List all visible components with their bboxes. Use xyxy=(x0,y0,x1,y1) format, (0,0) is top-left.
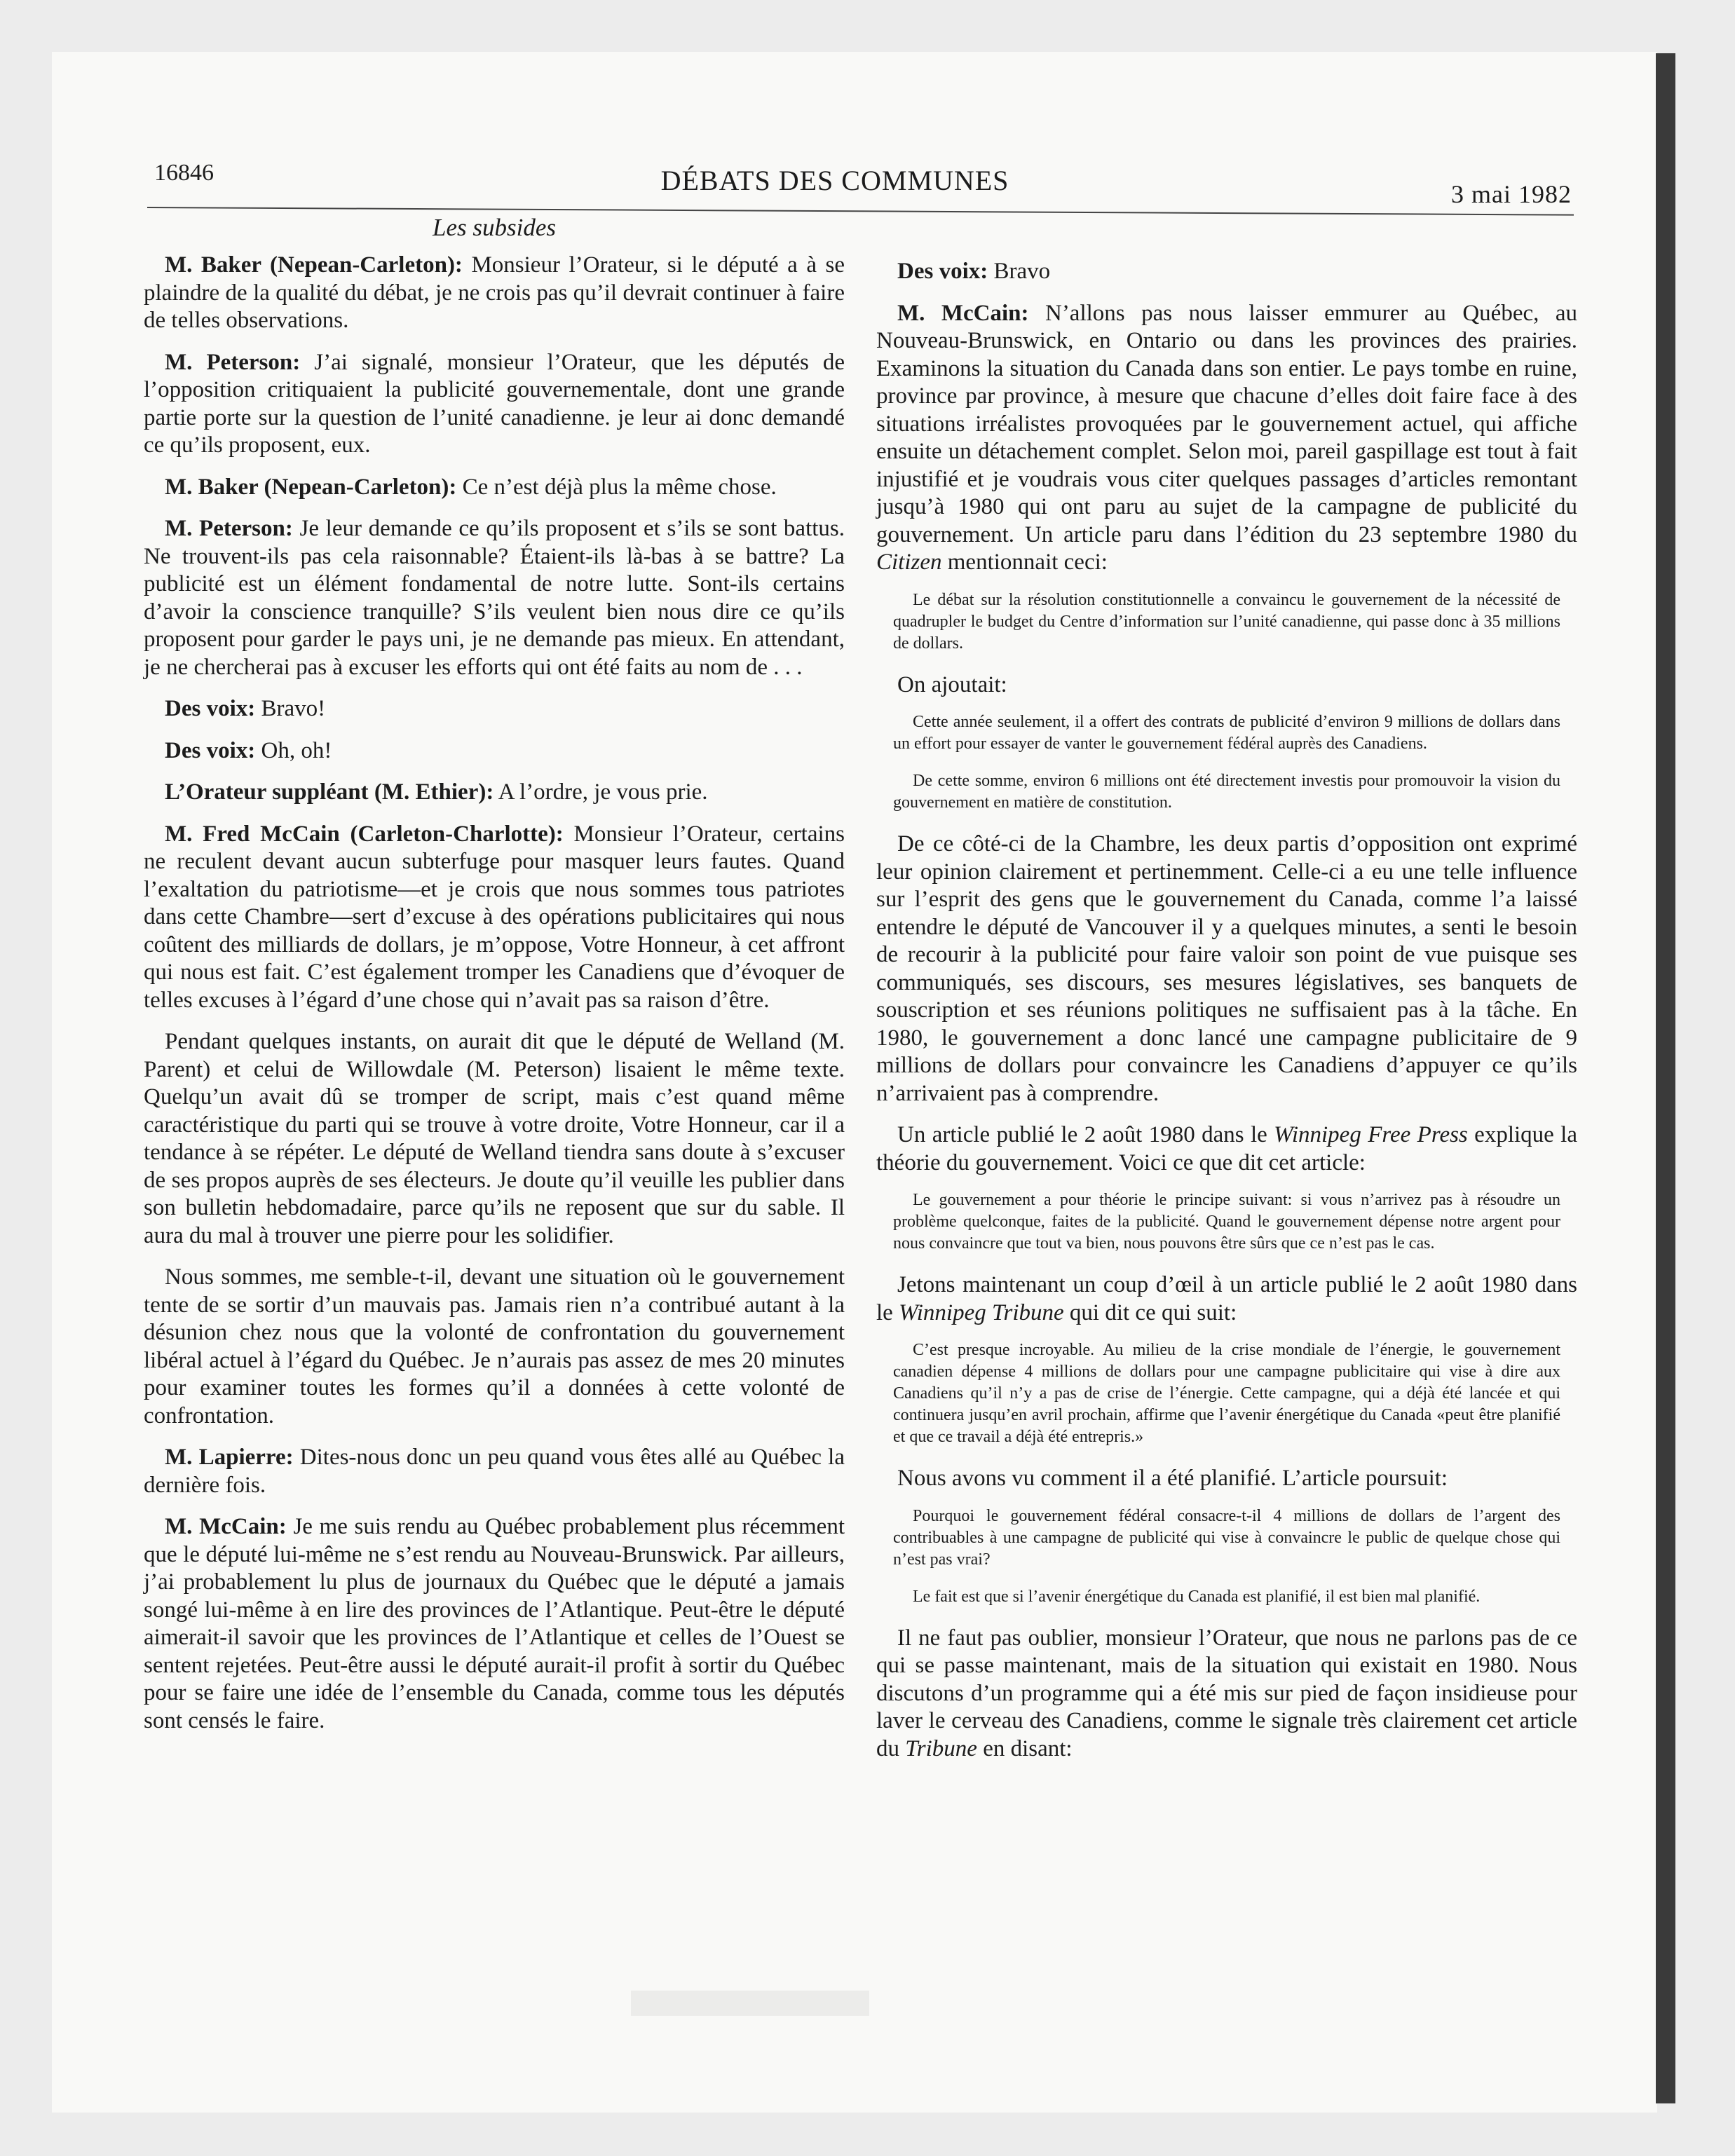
speaker-name: Des voix: xyxy=(165,696,256,721)
speech-text: qui dit ce qui suit: xyxy=(1063,1299,1237,1325)
paragraph xyxy=(144,515,845,681)
paragraph xyxy=(144,1513,845,1735)
speech-text: Je me suis rendu au Québec probablement plus récemment que le député lui-même ne s’est rendu au Nouveau-Brunswick. Par ailleurs, j’ai probablement lu plus de journaux du Québec que le député a jamais songé lui-même à en lire des provinces de l’Atlantique. Peut-être le député aimerait-il savoir que les provinces de l’Atlantique et celles de l’Ouest se sentent rejetées. Peut-être aussi le député aurait-il profit à sortir du Québec pour se faire une idée de l’ensemble du Canada, comme tous les députés sont censés le faire. xyxy=(144,1514,845,1733)
speaker-name: M. Lapierre: xyxy=(165,1445,294,1470)
speech-text: Pendant quelques instants, on aurait dit que le député de Welland (M. Parent) et celui de Willowdale (M. Peterson) lisaient le même texte. Quelqu’un avait dû se tromper de script, mais c’est quand même caractéristique du parti qui se trouve à votre droite, Votre Honneur, car il a tendance à se répéter. Le député de Welland tiendra sans doute à s’excuser de ses propos auprès de ses électeurs. Je doute qu’il veuille les publier dans son bulletin hebdomadaire, parce qu’ils ne reposent que sur du sable. Il aura du mal à trouver une pierre pour les solidifier. xyxy=(144,1029,845,1248)
paragraph xyxy=(144,474,845,502)
publication-name: Winnipeg Free Press xyxy=(1274,1122,1468,1147)
paragraph xyxy=(876,258,1577,286)
paragraph xyxy=(876,1625,1577,1763)
paragraph xyxy=(144,821,845,1015)
speech-text: Il ne faut pas oublier, monsieur l’Orateur, que nous ne parlons pas de ce qui se passe maintenant, mais de la situation qui existait en 1980. Nous discutons d’un programme qui a été mis sur pied de façon insidieuse pour laver le cerveau des Canadiens, comme le signale très clairement cet article du xyxy=(876,1625,1577,1761)
paragraph xyxy=(144,349,845,460)
page-number: 16846 xyxy=(154,160,214,186)
paragraph xyxy=(144,252,845,335)
speech-text: Monsieur l’Orateur, certains ne reculent devant aucun subterfuge pour masquer leurs fautes. Quand l’exaltation du patriotisme—et je crois que nous sommes tous patriotes dans cette Chambre—sert d’excuse à des opérations publicitaires qui nous coûtent des milliards de dollars, je m’oppose, Votre Honneur, à cet affront qui nous est fait. C’est également tromper les Canadiens que d’évoquer de telles excuses à l’égard d’une chose qui n’avait pas sa raison d’être. xyxy=(144,821,845,1013)
paragraph xyxy=(144,779,845,807)
scan-edge-bar xyxy=(1656,53,1675,2103)
block-quote: De cette somme, environ 6 millions ont été directement investis pour promouvoir la vision du gouvernement en matière de constitution. xyxy=(893,772,1560,812)
block-quote: C’est presque incroyable. Au milieu de la crise mondiale de l’énergie, le gouvernement canadien dépense 4 millions de dollars pour une campagne publicitaire qui vise à dire aux Canadiens qu’il n’y a pas de crise de l’énergie. Cette campagne, qui a déjà été lancée et qui continuera jusqu’en avril prochain, affirme que l’avenir énergétique du Canada «peut être planifié et que ce travail a déjà été entrepris.» xyxy=(893,1341,1560,1446)
block-quote: Le débat sur la résolution constitutionnelle a convaincu le gouvernement de la nécessité de quadrupler le budget du Centre d’information sur l’unité canadienne, qui passe donc à 35 millions de dollars. xyxy=(893,590,1560,653)
speech-text: Nous sommes, me semble-t-il, devant une situation où le gouvernement tente de se sortir d’un mauvais pas. Jamais rien n’a contribué autant à la désunion chez nous que la volonté de confrontation du gouvernement libéral actuel à l’égard du Québec. Je n’aurais pas assez de mes 20 minutes pour examiner toutes les formes qu’il a données à cette volonté de confrontation. xyxy=(144,1264,845,1428)
speech-text: Un article publié le 2 août 1980 dans le xyxy=(897,1122,1274,1147)
speech-text: Je leur demande ce qu’ils proposent et s’ils se sont battus. Ne trouvent-ils pas cela raisonnable? Étaient-ils là-bas à se battre? La publicité est un élément fondamental de notre lutte. Sont-ils certains d’avoir la conscience tranquille? S’ils veulent bien nous dire ce qu’ils proposent pour garder le pays uni, je ne demande pas mieux. En attendant, je ne chercherai pas à excuser les efforts qui ont été faits au nom de . . . xyxy=(144,516,845,680)
speech-text: en disant: xyxy=(977,1735,1073,1761)
speech-text: J’ai signalé, monsieur l’Orateur, que les députés de l’opposition critiquaient la publicité gouvernementale, dont une grande partie porte sur la question de l’unité canadienne. je leur ai donc demandé ce qu’ils proposent, eux. xyxy=(144,349,845,458)
block-quote: Pourquoi le gouvernement fédéral consacre-t-il 4 millions de dollars de l’argent des contribuables à une campagne de publicité qui vise à convaincre le public de quelque chose qui n’est pas vrai? xyxy=(893,1506,1560,1569)
speech-text: A l’ordre, je vous prie. xyxy=(494,779,708,805)
speech-text: Jetons maintenant un coup d’œil à un article publié le 2 août 1980 dans le xyxy=(876,1272,1577,1325)
page-header xyxy=(98,160,1572,209)
paragraph xyxy=(144,737,845,765)
speaker-name: M. Peterson: xyxy=(165,349,301,375)
publication-name: Tribune xyxy=(905,1735,977,1761)
speech-text: Bravo xyxy=(988,259,1051,284)
block-quote: Le gouvernement a pour théorie le principe suivant: si vous n’arrivez pas à résoudre un problème quelconque, faites de la publicité. Quand le gouvernement dépense notre argent pour nous convaincre que tout va bien, nous pouvons être sûrs que ce n’est pas le cas. xyxy=(893,1191,1560,1253)
scan-smudge xyxy=(631,1991,869,2016)
speech-text: Oh, oh! xyxy=(255,737,332,763)
speaker-name: M. McCain: xyxy=(897,300,1029,326)
section-title: Les subsides xyxy=(433,214,556,241)
speaker-name: M. Baker (Nepean-Carleton): xyxy=(165,474,457,500)
paragraph xyxy=(144,1444,845,1499)
paragraph xyxy=(144,1028,845,1250)
speech-text: N’allons pas nous laisser emmurer au Québec, au Nouveau-Brunswick, en Ontario ou dans les provinces des prairies. Examinons la situation du Canada dans son entier. Le pays tombe en ruine, province par province, à mesure que chacune d’elles doit faire face à des situations irréalistes provoquées par le gouvernement actuel, qui affiche ensuite un détachement complet. Selon moi, pareil gaspillage est tout à fait injustifié et je voudrais vous citer quelques passages d’articles remontant jusqu’à 1980 qui ont paru au sujet de la campagne de publicité du gouvernement. Un article paru dans l’édition du 23 septembre 1980 du xyxy=(876,300,1577,547)
speaker-name: M. McCain: xyxy=(165,1514,287,1539)
block-quote: Le fait est que si l’avenir énergétique du Canada est planifié, il est bien mal planifié. xyxy=(913,1587,1481,1606)
speech-text: Monsieur l’Orateur, si le député a à se plaindre de la qualité du débat, je ne crois pas qu’il devrait continuer à faire de telles observations. xyxy=(144,252,845,333)
speech-text: Ce n’est déjà plus la même chose. xyxy=(456,474,777,500)
left-column xyxy=(144,214,845,1749)
speaker-name: M. Baker (Nepean-Carleton): xyxy=(165,252,463,278)
paragraph xyxy=(876,1271,1577,1327)
paragraph: Nous avons vu comment il a été planifié. L’article poursuit: xyxy=(897,1466,1448,1491)
speech-text: mentionnait ceci: xyxy=(941,550,1108,575)
running-title: DÉBATS DES COMMUNES xyxy=(660,165,1009,196)
speaker-name: M. Fred McCain (Carleton-Charlotte): xyxy=(165,821,564,847)
publication-name: Citizen xyxy=(876,550,942,575)
paragraph: De ce côté-ci de la Chambre, les deux partis d’opposition ont exprimé leur opinion clairement et pertinemment. Celle-ci a eu une telle influence sur l’esprit des gens que le gouvernement du Canada, comme l’a laissé entendre le député de Vancouver il y a quelques minutes, a senti le besoin de recourir à la publicité pour faire valoir son point de vue puisque ses communiqués, ses discours, ses mesures législatives, ses banquets de souscription et ses réunions politiques ne suffisaient pas à la tâche. En 1980, le gouvernement a donc lancé une campagne publicitaire de 9 millions de dollars pour convaincre les Canadiens d’appuyer ce qu’ils n’arrivaient pas à comprendre. xyxy=(876,831,1577,1106)
paragraph xyxy=(144,695,845,723)
speaker-name: Des voix: xyxy=(165,737,256,763)
paragraph xyxy=(876,300,1577,577)
header-date: 3 mai 1982 xyxy=(1451,180,1572,208)
speaker-name: M. Peterson: xyxy=(165,516,293,541)
block-quote: Cette année seulement, il a offert des contrats de publicité d’environ 9 millions de dollars dans un effort pour essayer de vanter le gouvernement fédéral auprès des Canadiens. xyxy=(893,713,1560,753)
paragraph xyxy=(144,1264,845,1430)
paragraph xyxy=(876,1121,1577,1177)
speaker-name: L’Orateur suppléant (M. Ethier): xyxy=(165,779,494,805)
right-column xyxy=(876,258,1577,1777)
speech-text: Bravo! xyxy=(255,696,326,721)
speech-text: Dites-nous donc un peu quand vous êtes allé au Québec la dernière fois. xyxy=(144,1445,845,1498)
speaker-name: Des voix: xyxy=(897,259,988,284)
speech-text: explique la théorie du gouvernement. Voici ce que dit cet article: xyxy=(876,1122,1577,1175)
publication-name: Winnipeg Tribune xyxy=(899,1299,1064,1325)
paragraph: On ajoutait: xyxy=(897,671,1007,697)
